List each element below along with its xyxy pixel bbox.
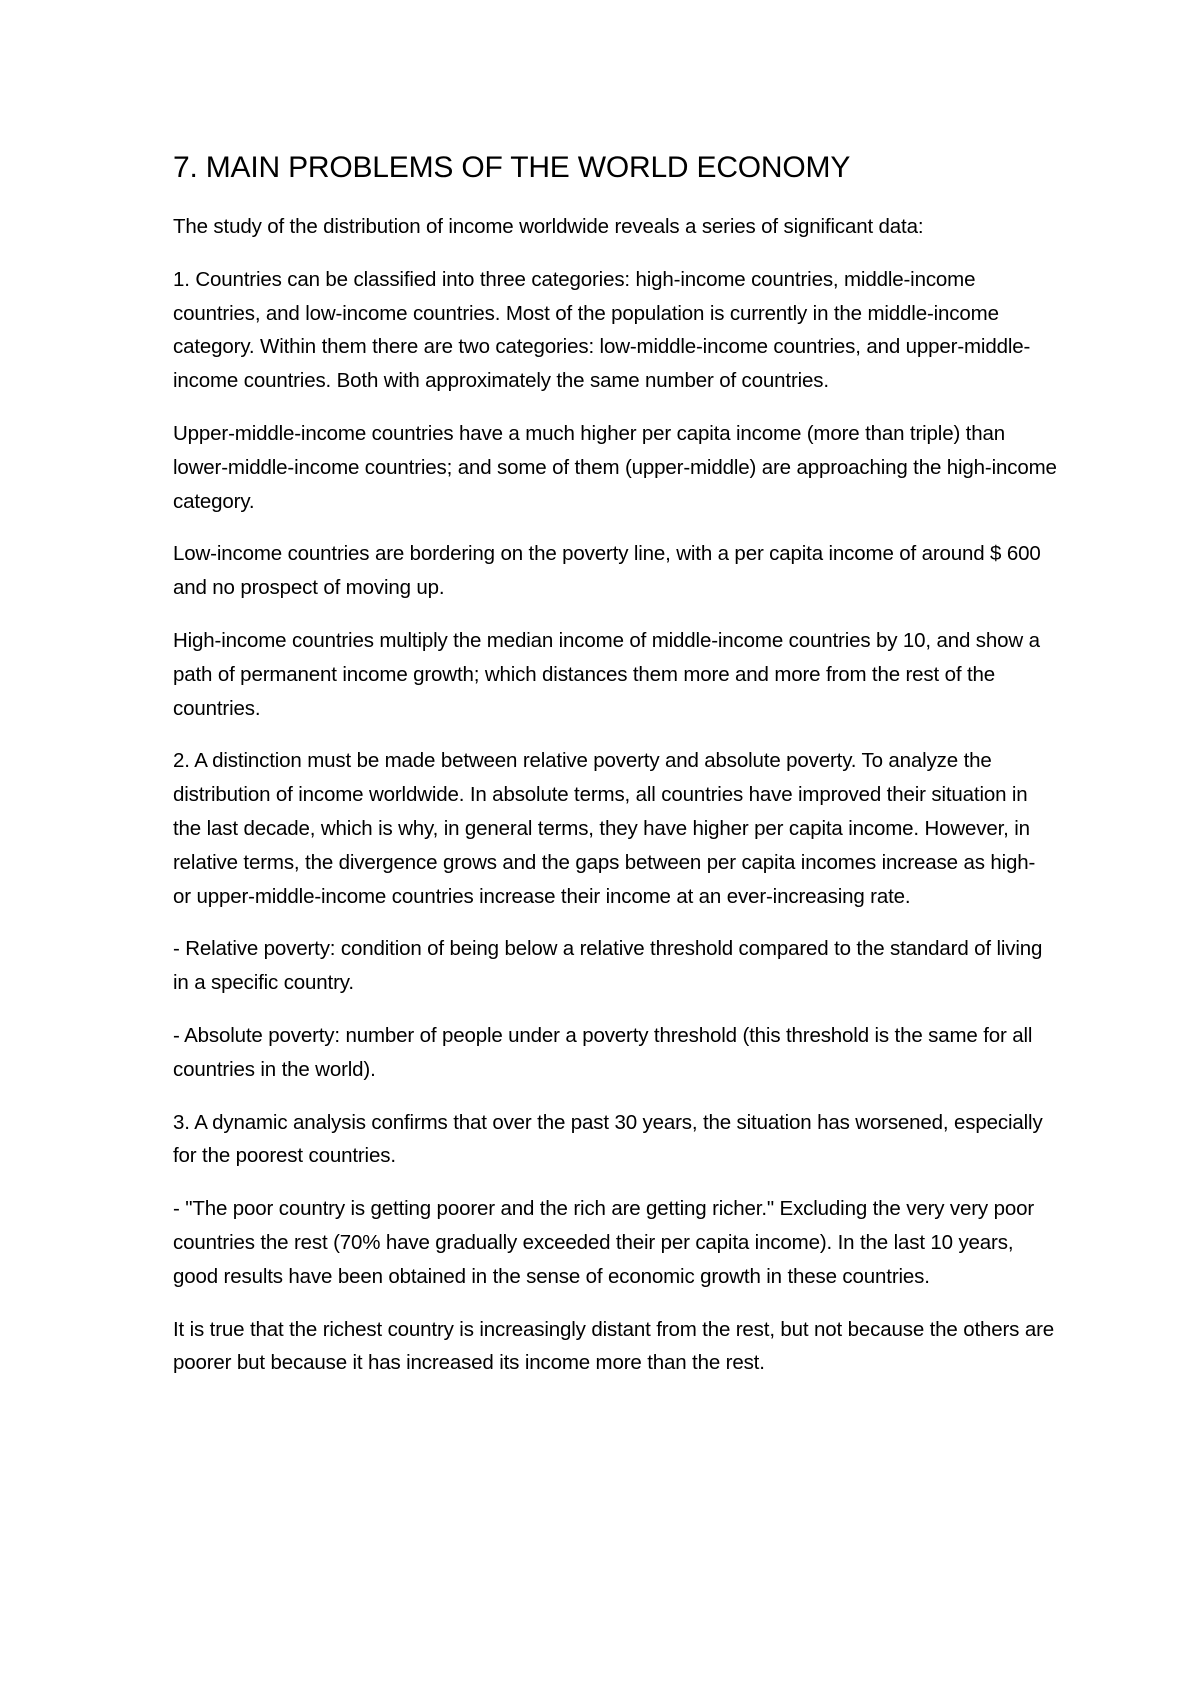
intro-paragraph: The study of the distribution of income worldwide reveals a series of significant data: [173,215,924,238]
point-1-paragraph: 1. Countries can be classified into three categories: high-income countries, middle-income countries, and low-income countries. Most of the population is currently in the middle-income category. Within them there are two categories: low-middle-income countries, and upper-middle-income countries. Both with approximately the same number of countries. [173,267,1031,393]
conclusion-paragraph: It is true that the richest country is increasingly distant from the rest, but not because the others are poorer but because it has increased its income more than the rest. [173,1317,1055,1375]
point-3-paragraph: 3. A dynamic analysis confirms that over the past 30 years, the situation has worsened, especially for the poorest countries. [173,1110,1043,1168]
upper-middle-income-paragraph: Upper-middle-income countries have a much higher per capita income (more than triple) than lower-middle-income countries; and some of them (upper-middle) are approaching the high-income category. [173,421,1057,513]
low-income-paragraph: Low-income countries are bordering on the poverty line, with a per capita income of around $ 600 and no prospect of moving up. [173,542,1041,600]
poor-getting-poorer-paragraph: - "The poor country is getting poorer and the rich are getting richer." Excluding the very very poor countries the rest (70% have gradually exceeded their per capita income). In the last 10 years, good results have been obtained in the sense of economic growth in these countries. [173,1197,1035,1288]
absolute-poverty-paragraph: - Absolute poverty: number of people under a poverty threshold (this threshold is the same for all countries in the world). [173,1023,1033,1081]
page-title: 7. MAIN PROBLEMS OF THE WORLD ECONOMY [173,151,851,184]
point-2-paragraph: 2. A distinction must be made between relative poverty and absolute poverty. To analyze the distribution of income worldwide. In absolute terms, all countries have improved their situation in the last decade, which is why, in general terms, they have higher per capita income. However, in relative terms, the divergence grows and the gaps between per capita incomes increase as high- or upper-middle-income countries increase their income at an ever-increasing rate. [173,749,1036,908]
high-income-paragraph: High-income countries multiply the median income of middle-income countries by 10, and show a path of permanent income growth; which distances them more and more from the rest of the countries. [173,628,1040,720]
document-body [173,148,1058,1399]
relative-poverty-paragraph: - Relative poverty: condition of being below a relative threshold compared to the standard of living in a specific country. [173,937,1043,995]
